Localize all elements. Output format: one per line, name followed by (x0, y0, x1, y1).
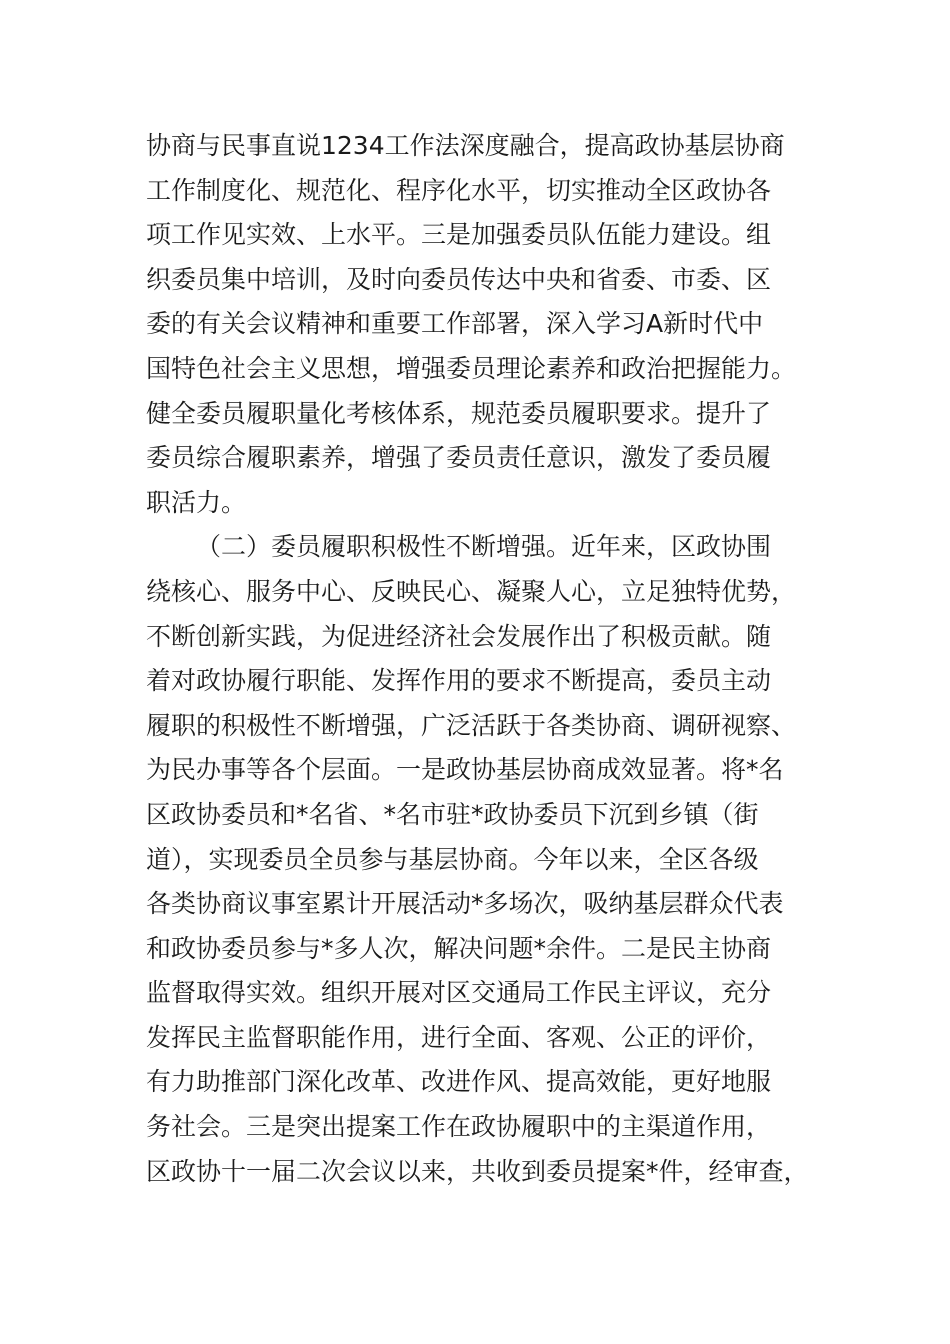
text-line: 工作制度化、规范化、程序化水平，切实推动全区政协各 (146, 175, 772, 205)
text-line: 各类协商议事室累计开展活动*多场次，吸纳基层群众代表 (146, 889, 784, 919)
text-line: 务社会。三是突出提案工作在政协履职中的主渠道作用， (146, 1112, 772, 1142)
text-line: 发挥民主监督职能作用，进行全面、客观、公正的评价， (146, 1022, 772, 1052)
text-line: 委员综合履职素养，增强了委员责任意识，激发了委员履 (146, 443, 772, 473)
text-line: 不断创新实践，为促进经济社会发展作出了积极贡献。随 (146, 621, 772, 651)
text-line: 为民办事等各个层面。一是政协基层协商成效显著。将*名 (146, 755, 784, 785)
text-line: 道），实现委员全员参与基层协商。今年以来，全区各级 (146, 844, 759, 874)
text-line: 区政协委员和*名省、*名市驻*政协委员下沉到乡镇（街 (146, 799, 759, 829)
text-line: 协商与民事直说1234工作法深度融合，提高政协基层协商 (146, 131, 785, 160)
text-line: 和政协委员参与*多人次，解决问题*余件。二是民主协商 (146, 933, 772, 963)
text-line: 绕核心、服务中心、反映民心、凝聚人心，立足独特优势， (146, 576, 797, 606)
body-text (146, 124, 826, 1194)
text-line: 着对政协履行职能、发挥作用的要求不断提高，委员主动 (146, 666, 772, 696)
text-line: 区政协十一届二次会议以来，共收到委员提案*件，经审查， (146, 1156, 809, 1186)
section-heading-line: （二）委员履职积极性不断增强。近年来，区政协围 (196, 532, 772, 562)
text-line: 履职的积极性不断增强，广泛活跃于各类协商、调研视察、 (146, 710, 797, 740)
text-line: 健全委员履职量化考核体系，规范委员履职要求。提升了 (146, 398, 772, 428)
text-line: 有力助推部门深化改革、改进作风、提高效能，更好地服 (146, 1067, 772, 1097)
text-line: 织委员集中培训，及时向委员传达中央和省委、市委、区 (146, 264, 772, 294)
text-line: 监督取得实效。组织开展对区交通局工作民主评议，充分 (146, 978, 772, 1008)
text-line: 职活力。 (146, 487, 247, 517)
text-line: 委的有关会议精神和重要工作部署，深入学习A新时代中 (146, 309, 764, 339)
text-line: 项工作见实效、上水平。三是加强委员队伍能力建设。组 (146, 220, 772, 250)
text-line: 国特色社会主义思想，增强委员理论素养和政治把握能力。 (146, 353, 797, 383)
